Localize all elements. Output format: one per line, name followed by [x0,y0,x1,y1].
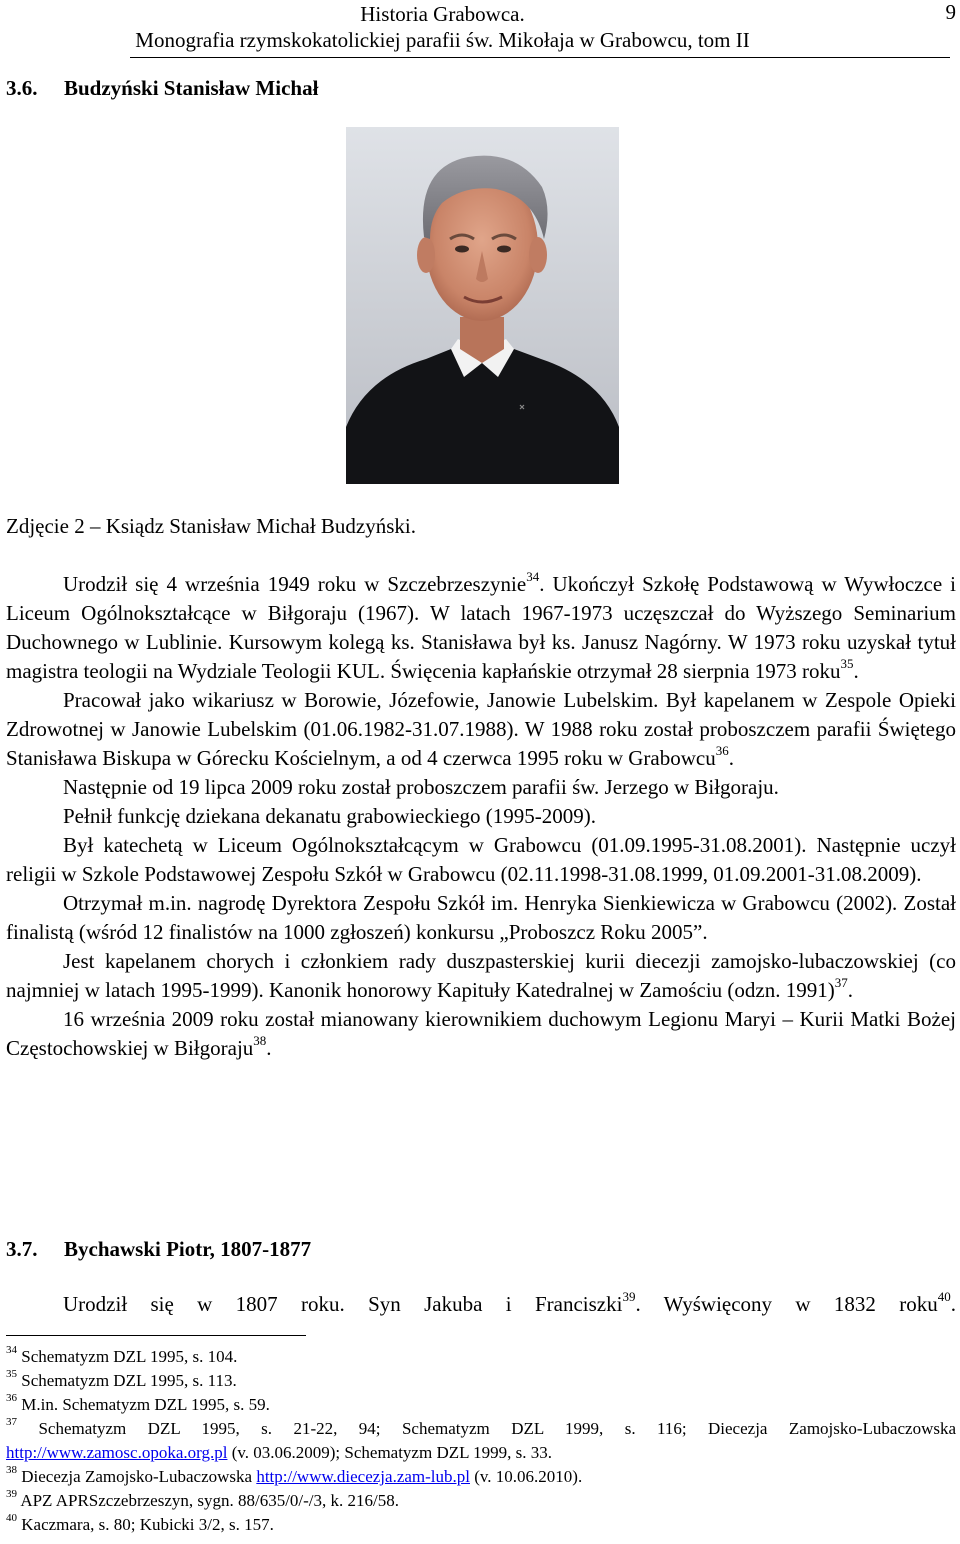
section-heading-3-7 [6,1237,311,1262]
section-title: Budzyński Stanisław Michał [64,76,319,100]
text-run: 16 września 2009 roku został mianowany kierownikiem duchowym Legionu Maryi – Kurii Matki Bożej Częstochowskiej w Biłgoraju [6,1007,956,1060]
text-run: . Ukończył Szkołę Podstawową w Wywłoczce i Liceum Ogólnokształcące w Biłgoraju (1967). W latach 1967-1973 uczęszczał do Wyższego Seminarium Duchownego w Lublinie. Kursowym kolegą ks. Stanisława był ks. Janusz Nagórny. W 1973 roku uzyskał tytuł magistra teologii na Wydziale Teologii KUL. Święcenia kapłańskie otrzymał 28 sierpnia 1973 roku [6,572,957,683]
footnote-number: 37 [6,1416,17,1429]
footnote-number: 36 [6,1392,17,1405]
footnote-ref-34[interactable]: 34 [526,569,540,584]
text-run: . [950,1292,956,1316]
page-number: 9 [945,0,956,24]
text-run: Pracował jako wikariusz w Borowie, Józefowie, Janowie Lubelskim. Był kapelanem w Zespole Opieki Zdrowotnej w Janowie Lubelskim (01.06.1982-31.07.1988). W 1988 roku został proboszczem parafii Świętego Stanisława Biskupa w Górecku Kościelnym, a od 4 czerwca 1995 roku w Grabowcu [6,688,956,770]
footnote-40 [6,1513,956,1537]
header-rule [130,57,950,58]
paragraph-career [6,686,956,773]
paragraph-chaplain [6,947,956,1005]
section-title: Bychawski Piotr, 1807-1877 [64,1237,312,1261]
footnote-text: Schematyzm DZL 1995, s. 104. [21,1347,238,1366]
portrait-photo [346,127,619,484]
footnote-text: (v. 03.06.2009); Schematyzm DZL 1999, s. 33. [231,1443,552,1462]
footnote-ref-36[interactable]: 36 [715,743,729,758]
footnote-37 [6,1417,956,1465]
paragraph-birth [6,570,956,686]
footnote-text: Schematyzm DZL 1995, s. 21-22, 94; Schematyzm DZL 1999, s. 116; Diecezja Zamojsko-Lubaczowska [38,1419,957,1438]
footnote-ref-40[interactable]: 40 [937,1289,951,1304]
running-header-title: Historia Grabowca. [360,2,525,26]
footnote-number: 35 [6,1368,17,1381]
footnote-number: 40 [6,1512,17,1525]
text-run: Jest kapelanem chorych i członkiem rady duszpasterskiej kurii diecezji zamojsko-lubaczowskiej (co najmniej w latach 1995-1999). Kanonik honorowy Kapituły Katedralnej w Zamościu (odzn. 1991) [6,949,956,1002]
paragraph-legion [6,1005,956,1063]
footnote-number: 34 [6,1344,17,1357]
portrait-illustration [346,127,619,484]
section-number: 3.6. [6,76,38,100]
footnote-text: M.in. Schematyzm DZL 1995, s. 59. [21,1395,270,1414]
footnote-text: Kaczmara, s. 80; Kubicki 3/2, s. 157. [21,1515,274,1534]
footnote-34 [6,1345,956,1369]
footnote-ref-38[interactable]: 38 [253,1033,267,1048]
paragraph-bilgoraj: Następnie od 19 lipca 2009 roku został proboszczem parafii św. Jerzego w Biłgoraju. [63,775,779,799]
text-run: . Wyświęcony w 1832 roku [635,1292,938,1316]
text-run: Urodził się 4 września 1949 roku w Szczebrzeszynie [63,572,527,596]
footnote-39 [6,1489,956,1513]
text-run: . [853,659,859,683]
text-run: . [847,978,853,1002]
footnote-35 [6,1369,956,1393]
paragraph-catechist: Był katechetą w Liceum Ogólnokształcącym w Grabowcu (01.09.1995-31.08.2001). Następnie uczył religii w Szkole Podstawowej Zespołu Szkół w Grabowcu (02.11.1998-31.08.1999, 01.09.2001-31.08.2009). [6,833,956,886]
footnote-36 [6,1393,956,1417]
running-header-subtitle: Monografia rzymskokatolickiej parafii św. Mikołaja w Grabowcu, tom II [135,28,750,52]
footnote-link-zamosc[interactable]: http://www.zamosc.opoka.org.pl [6,1443,228,1462]
section-heading-3-6 [6,76,318,101]
footnote-text: Schematyzm DZL 1995, s. 113. [21,1371,237,1390]
text-run: . [266,1036,272,1060]
footnote-number: 39 [6,1488,17,1501]
photo-caption: Zdjęcie 2 – Ksiądz Stanisław Michał Budzyński. [6,514,417,538]
section-number: 3.7. [6,1237,38,1261]
footnote-separator [6,1335,306,1336]
footnote-ref-37[interactable]: 37 [834,975,848,990]
footnote-number: 38 [6,1464,17,1477]
footnote-text: (v. 10.06.2010). [474,1467,583,1486]
footnote-text: Diecezja Zamojsko-Lubaczowska [21,1467,253,1486]
footnote-link-diecezja[interactable]: http://www.diecezja.zam-lub.pl [256,1467,470,1486]
biography-text [6,570,956,1063]
paragraph-bychawski [6,1290,956,1319]
text-run: Urodził się w 1807 roku. Syn Jakuba i Franciszki [63,1292,623,1316]
footnote-text: APZ APRSzczebrzeszyn, sygn. 88/635/0/-/3, k. 216/58. [20,1491,400,1510]
paragraph-awards: Otrzymał m.in. nagrodę Dyrektora Zespołu Szkół im. Henryka Sienkiewicza w Grabowcu (2002). Został finalistą (wśród 12 finalistów na 1000 zgłoszeń) konkursu „Proboszcz Roku 2005”. [6,891,956,944]
paragraph-dean: Pełnił funkcję dziekana dekanatu grabowieckiego (1995-2009). [63,804,596,828]
text-run: . [728,746,734,770]
bychawski-text [6,1290,956,1319]
footnote-38 [6,1465,956,1489]
footnote-ref-35[interactable]: 35 [840,656,854,671]
footnote-ref-39[interactable]: 39 [622,1289,636,1304]
footnotes [6,1345,956,1537]
